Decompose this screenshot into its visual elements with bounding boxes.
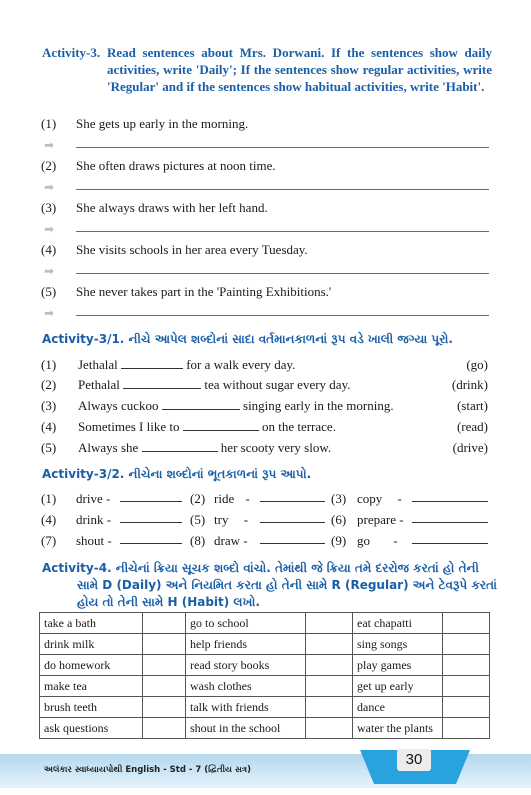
fill-blank-sentence (78, 357, 295, 373)
sentence-end: tea without sugar every day. (204, 377, 351, 392)
table-row (40, 613, 490, 634)
word-label: shout - (76, 533, 112, 548)
item-number: (6) (331, 512, 347, 527)
answer-cell[interactable] (443, 634, 490, 655)
item-number: (2) (41, 377, 57, 392)
fill-blank-sentence (78, 440, 331, 456)
item-number: (5) (190, 512, 206, 527)
fill-blank-sentence (78, 419, 336, 435)
answer-cell[interactable] (143, 718, 186, 739)
arrow-icon: ➡ (44, 306, 55, 320)
item-number: (8) (190, 533, 206, 548)
verb-hint: (read) (456, 419, 488, 434)
activity-cell: talk with friends (186, 697, 306, 718)
answer-cell[interactable] (306, 655, 353, 676)
answer-cell[interactable] (143, 697, 186, 718)
item-number: (1) (41, 116, 57, 131)
item-number: (3) (41, 398, 57, 413)
item-sentence: She often draws pictures at noon time. (76, 158, 276, 173)
blank-field[interactable] (412, 491, 488, 502)
answer-cell[interactable] (143, 676, 186, 697)
activity-cell: water the plants (353, 718, 443, 739)
answer-line[interactable] (76, 315, 489, 316)
activity-cell: dance (353, 697, 443, 718)
answer-cell[interactable] (443, 655, 490, 676)
answer-line[interactable] (76, 189, 489, 190)
arrow-icon: ➡ (44, 222, 55, 236)
arrow-icon: ➡ (44, 180, 55, 194)
activity-cell: get up early (353, 676, 443, 697)
word-label: draw - (214, 533, 248, 548)
activity-cell: play games (353, 655, 443, 676)
item-number: (4) (41, 419, 57, 434)
item-number: (2) (41, 158, 57, 173)
sentence-start: Always cuckoo (78, 398, 159, 413)
answer-line[interactable] (76, 147, 489, 148)
item-number: (5) (41, 284, 57, 299)
table-row (40, 676, 490, 697)
word-label: prepare - (357, 512, 404, 527)
activity-4-heading-line-1: Activity-4. નીચેનાં ક્રિયા સૂચક શબ્દો વાંચો. તેમાંથી જે ક્રિયા તમે દરરોજ કરતાં હો તેની (42, 561, 479, 575)
item-sentence: She never takes part in the 'Painting Exhibitions.' (76, 284, 332, 299)
sentence-end: for a walk every day. (186, 357, 296, 372)
blank-field[interactable] (120, 533, 182, 544)
blank-field[interactable] (120, 491, 182, 502)
activity-cell: go to school (186, 613, 306, 634)
blank-field[interactable] (412, 512, 488, 523)
activity-cell: take a bath (40, 613, 143, 634)
verb-hint: (drive) (452, 440, 488, 455)
verb-hint: (drink) (451, 377, 488, 392)
item-number: (1) (41, 357, 57, 372)
arrow-icon: ➡ (44, 138, 55, 152)
blank-field[interactable] (162, 399, 240, 410)
activity-cell: sing songs (353, 634, 443, 655)
activity-cell: read story books (186, 655, 306, 676)
verb-hint: (start) (456, 398, 488, 413)
answer-cell[interactable] (143, 634, 186, 655)
answer-cell[interactable] (443, 697, 490, 718)
footer-book-title: અલંકાર સ્વાધ્યાયપોથી English - Std - 7 (દ્વિતીય સત્ર) (44, 765, 251, 775)
blank-field[interactable] (260, 491, 325, 502)
activity-3-heading (42, 44, 492, 95)
sentence-end: singing early in the morning. (243, 398, 394, 413)
table-row (40, 655, 490, 676)
activity-cell: make tea (40, 676, 143, 697)
page-number: 30 (397, 749, 431, 771)
answer-cell[interactable] (306, 676, 353, 697)
activity-cell: shout in the school (186, 718, 306, 739)
blank-field[interactable] (412, 533, 488, 544)
item-number: (4) (41, 512, 57, 527)
blank-field[interactable] (183, 420, 259, 431)
word-label: try - (214, 512, 249, 527)
activity-cell: ask questions (40, 718, 143, 739)
word-label: drink - (76, 512, 112, 527)
activity-cell: do homework (40, 655, 143, 676)
sentence-end: on the terrace. (261, 419, 336, 434)
item-sentence: She gets up early in the morning. (76, 116, 249, 131)
answer-cell[interactable] (306, 634, 353, 655)
word-label: drive - (76, 491, 111, 506)
fill-blank-sentence (78, 377, 350, 393)
item-sentence: She always draws with her left hand. (76, 200, 268, 215)
fill-blank-sentence (78, 398, 394, 414)
table-row (40, 697, 490, 718)
activity-cell: wash clothes (186, 676, 306, 697)
blank-field[interactable] (142, 441, 218, 452)
verb-hint: (go) (466, 357, 488, 372)
blank-field[interactable] (123, 378, 201, 389)
answer-line[interactable] (76, 231, 489, 232)
activity-cell: help friends (186, 634, 306, 655)
answer-cell[interactable] (443, 676, 490, 697)
activity-3-label: Activity-3. (42, 45, 101, 60)
table-row (40, 634, 490, 655)
sentence-start: Always she (78, 440, 139, 455)
answer-cell[interactable] (143, 655, 186, 676)
answer-cell[interactable] (306, 613, 353, 634)
activity-cell: drink milk (40, 634, 143, 655)
word-label: go - (357, 533, 398, 548)
activity-3-1-heading: Activity-3/1. નીચે આપેલ શબ્દોનાં સાદા વર્તમાનકાળનાં રૂપ વડે ખાલી જગ્યા પૂરો. (42, 332, 453, 346)
item-number: (9) (331, 533, 347, 548)
answer-line[interactable] (76, 273, 489, 274)
blank-field[interactable] (120, 512, 182, 523)
answer-cell[interactable] (443, 718, 490, 739)
item-number: (7) (41, 533, 57, 548)
word-label: copy - (357, 491, 402, 506)
blank-field[interactable] (260, 512, 325, 523)
sentence-start: Jethalal (78, 357, 118, 372)
word-label: ride - (214, 491, 250, 506)
item-number: (5) (41, 440, 57, 455)
activity-3-instruction: Read sentences about Mrs. Dorwani. If the sentences show daily activities, write 'Daily'; If the sentences show regular activities, write 'Regular' and if the sentences show habitual activities, write 'Habit'. (107, 45, 492, 94)
sentence-start: Pethalal (78, 377, 120, 392)
item-sentence: She visits schools in her area every Tuesday. (76, 242, 308, 257)
answer-cell[interactable] (143, 613, 186, 634)
sentence-end: her scooty very slow. (220, 440, 332, 455)
arrow-icon: ➡ (44, 264, 55, 278)
item-number: (3) (331, 491, 347, 506)
activity-3-2-heading: Activity-3/2. નીચેના શબ્દોનાં ભૂતકાળનાં રૂપ આપો. (42, 467, 312, 481)
table-row (40, 718, 490, 739)
blank-field[interactable] (121, 358, 183, 369)
item-number: (4) (41, 242, 57, 257)
answer-cell[interactable] (306, 697, 353, 718)
item-number: (1) (41, 491, 57, 506)
item-number: (2) (190, 491, 206, 506)
item-number: (3) (41, 200, 57, 215)
activity-cell: brush teeth (40, 697, 143, 718)
activity-4-heading-line-3: હોય તો તેની સામે H (Habit) લખો. (77, 595, 260, 609)
sentence-start: Sometimes I like to (78, 419, 180, 434)
blank-field[interactable] (260, 533, 325, 544)
answer-cell[interactable] (306, 718, 353, 739)
answer-cell[interactable] (443, 613, 490, 634)
activity-cell: eat chapatti (353, 613, 443, 634)
activity-4-heading-line-2: સામે D (Daily) અને નિયમિત કરતા હો તેની સામે R (Regular) અને ટેવરૂપે કરતાં (77, 578, 497, 592)
activity-table (39, 612, 490, 739)
